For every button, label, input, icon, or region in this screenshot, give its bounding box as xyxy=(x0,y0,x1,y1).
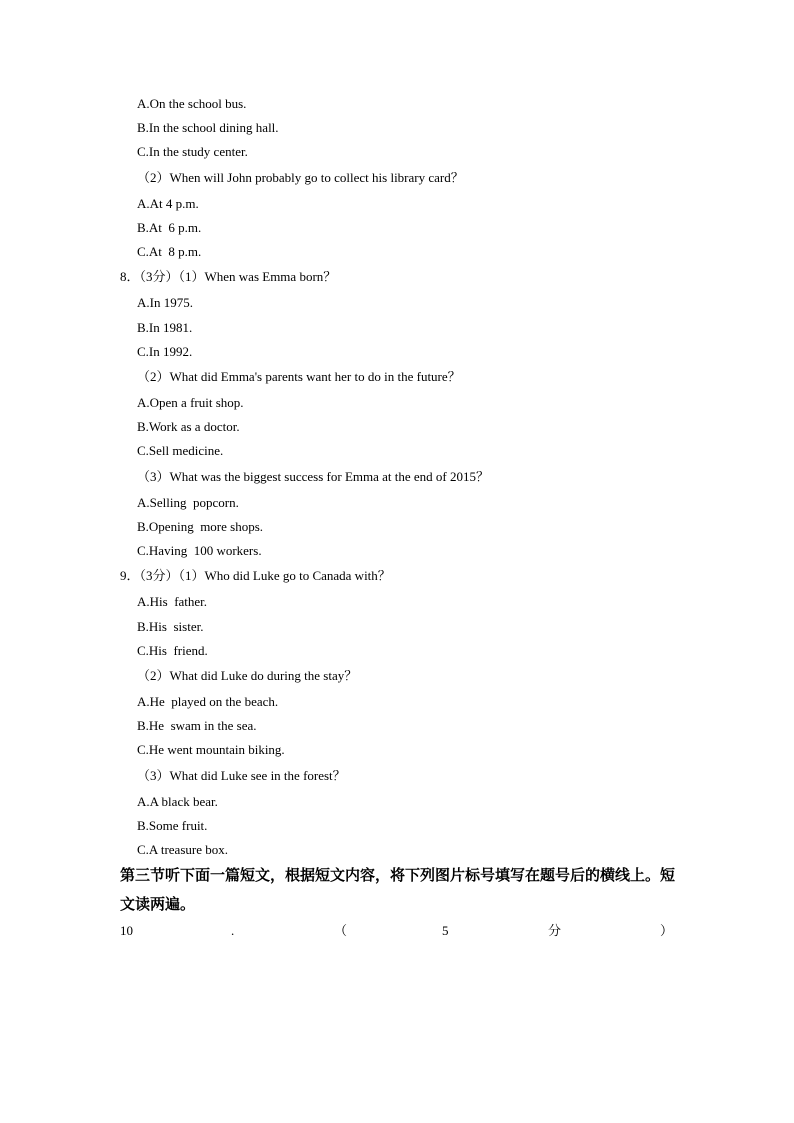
q9-3-option-a: A.A black bear. xyxy=(137,794,218,809)
q8-2-option-b: B.Work as a doctor. xyxy=(137,419,240,434)
q8-2-option-c: C.Sell medicine. xyxy=(137,443,224,458)
q7-1-option-b: B.In the school dining hall. xyxy=(137,120,279,135)
q7-2-option-b: B.At 6 p.m. xyxy=(137,220,202,235)
q7-2-option-c: C.At 8 p.m. xyxy=(137,244,202,259)
q10-close-paren: ） xyxy=(660,923,674,938)
q10-dot: . xyxy=(231,923,235,938)
q7-2-question: （2）When will John probably go to collect his library card？ xyxy=(137,170,464,185)
q8-3-question: （3）What was the biggest success for Emma at the end of 2015？ xyxy=(137,469,489,484)
q7-2-option-a: A.At 4 p.m. xyxy=(137,196,199,211)
q10-open-paren: （ xyxy=(334,923,348,938)
q7-1-option-a: A.On the school bus. xyxy=(137,96,247,111)
q8-2-option-a: A.Open a fruit shop. xyxy=(137,395,244,410)
q8-2-question: （2）What did Emma's parents want her to do in the future？ xyxy=(137,369,461,384)
q8-1-option-c: C.In 1992. xyxy=(137,344,193,359)
q9-2-question: （2）What did Luke do during the stay？ xyxy=(137,668,358,683)
q10-header xyxy=(120,922,674,940)
q8-3-option-c: C.Having 100 workers. xyxy=(137,543,262,558)
q9-3-option-b: B.Some fruit. xyxy=(137,818,208,833)
q8-3-option-a: A.Selling popcorn. xyxy=(137,495,239,510)
q9-header: 9．（3分）（1）Who did Luke go to Canada with？ xyxy=(120,568,391,583)
q9-1-option-b: B.His sister. xyxy=(137,619,204,634)
q7-1-option-c: C.In the study center. xyxy=(137,144,248,159)
q9-2-option-c: C.He went mountain biking. xyxy=(137,742,285,757)
q9-1-option-c: C.His friend. xyxy=(137,643,208,658)
q9-3-option-c: C.A treasure box. xyxy=(137,842,228,857)
q8-3-option-b: B.Opening more shops. xyxy=(137,519,264,534)
q8-header: 8．（3分）（1）When was Emma born？ xyxy=(120,269,337,284)
q9-1-option-a: A.His father. xyxy=(137,594,208,609)
q8-1-option-b: B.In 1981. xyxy=(137,320,193,335)
q10-unit: 分 xyxy=(548,923,562,938)
section3-instruction: 第三节听下面一篇短文，根据短文内容，将下列图片标号填写在题号后的横线上。短文读两遍。 xyxy=(120,866,676,913)
q9-2-option-b: B.He swam in the sea. xyxy=(137,718,257,733)
q10-points: 5 xyxy=(442,923,449,938)
q10-number: 10 xyxy=(120,923,133,938)
q9-2-option-a: A.He played on the beach. xyxy=(137,694,279,709)
q9-3-question: （3）What did Luke see in the forest？ xyxy=(137,768,346,783)
q8-1-option-a: A.In 1975. xyxy=(137,295,193,310)
